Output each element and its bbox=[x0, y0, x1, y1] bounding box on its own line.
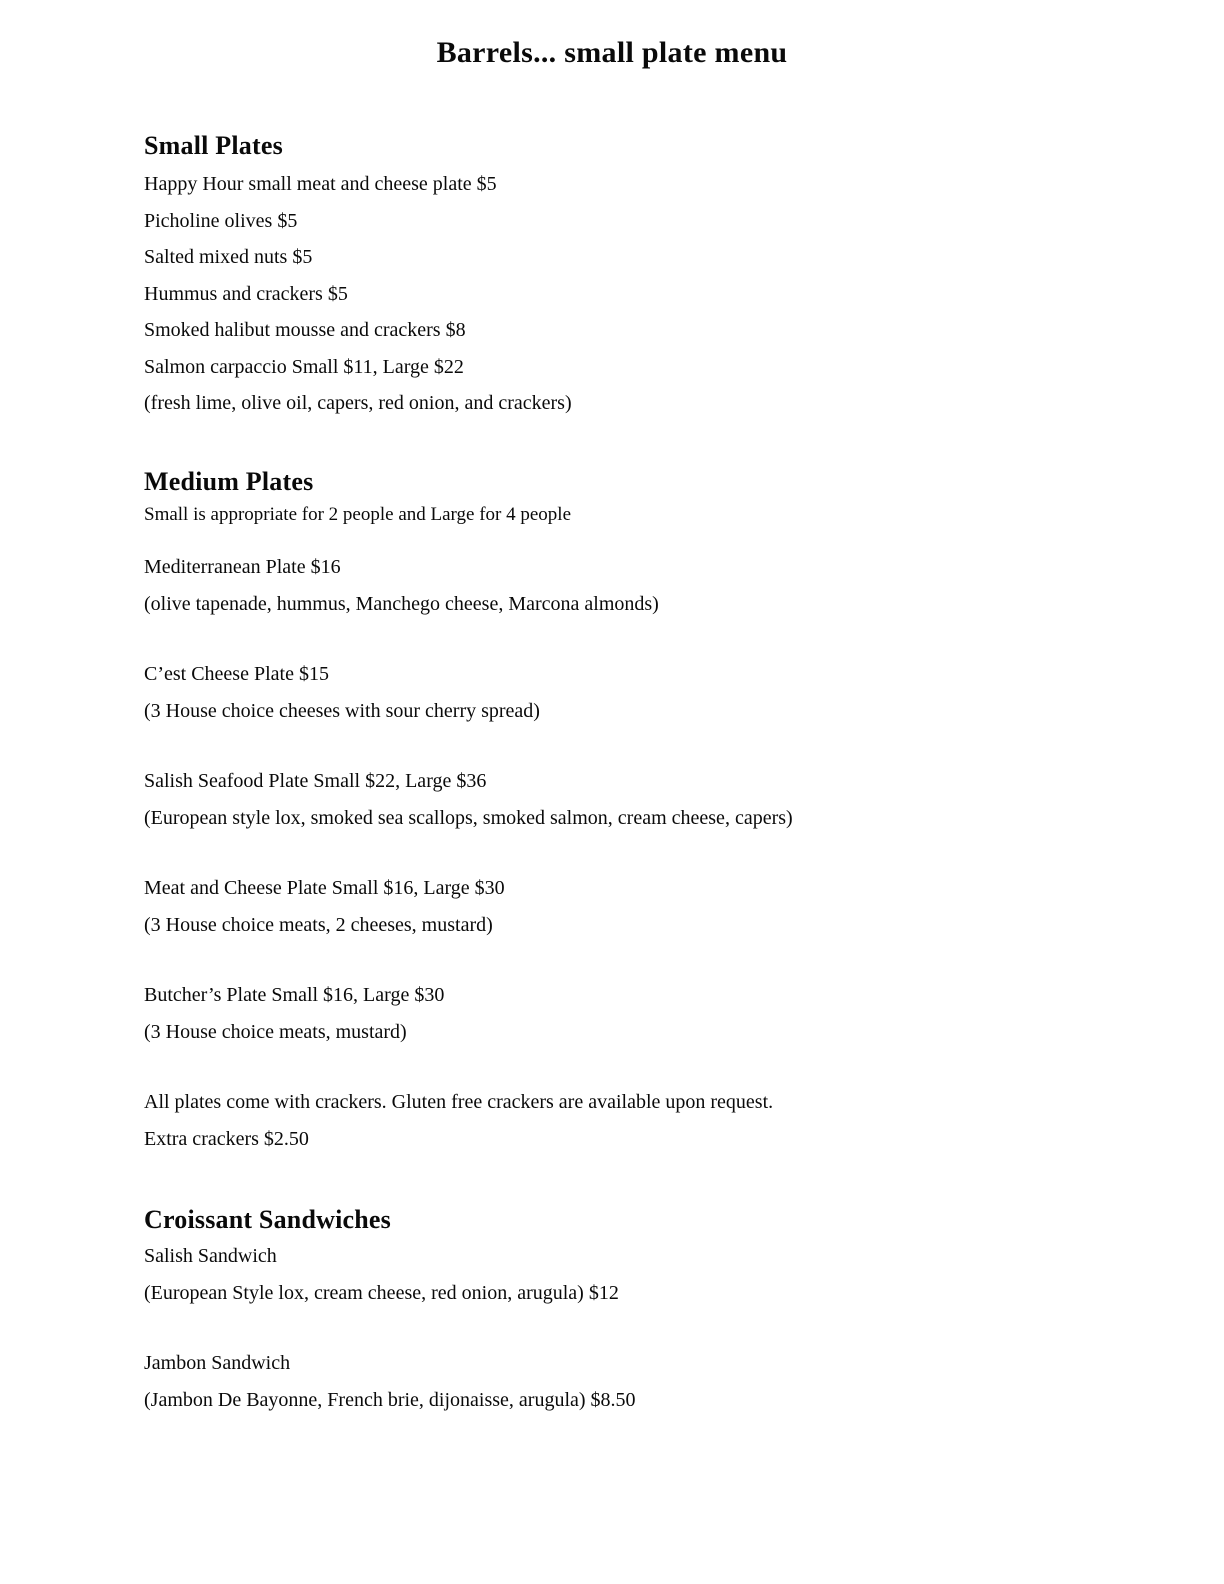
section-medium-plates bbox=[144, 466, 1134, 1158]
menu-item-description: (3 House choice meats, mustard) bbox=[144, 1020, 407, 1043]
menu-item-description: (Jambon De Bayonne, French brie, dijonaisse, arugula) $8.50 bbox=[144, 1388, 636, 1411]
menu-item-name: Jambon Sandwich bbox=[144, 1351, 291, 1374]
menu-item-description: (3 House choice meats, 2 cheeses, mustard) bbox=[144, 913, 493, 936]
menu-item: Picholine olives $5 bbox=[144, 209, 298, 232]
page-title: Barrels... small plate menu bbox=[436, 36, 788, 69]
section-croissant-sandwiches bbox=[144, 1204, 1134, 1419]
menu-item-name: C’est Cheese Plate $15 bbox=[144, 662, 329, 685]
menu-item-group bbox=[144, 1238, 1134, 1312]
menu-item-description: (olive tapenade, hummus, Manchego cheese, Marcona almonds) bbox=[144, 592, 659, 615]
menu-item-description: (European style lox, smoked sea scallops, smoked salmon, cream cheese, capers) bbox=[144, 806, 793, 829]
section-small-plates bbox=[144, 130, 1134, 422]
medium-plates-heading: Medium Plates bbox=[144, 466, 314, 496]
small-plates-heading: Small Plates bbox=[144, 131, 283, 160]
menu-item-group bbox=[144, 1345, 1134, 1419]
menu-item-description: (3 House choice cheeses with sour cherry spread) bbox=[144, 699, 540, 722]
menu-item-name: Salish Seafood Plate Small $22, Large $36 bbox=[144, 769, 487, 792]
menu-item-group bbox=[144, 870, 1134, 944]
crackers-note bbox=[144, 1084, 1134, 1158]
menu-item-description: (European Style lox, cream cheese, red onion, arugula) $12 bbox=[144, 1281, 619, 1304]
menu-item-name: Mediterranean Plate $16 bbox=[144, 555, 341, 578]
menu-item-group bbox=[144, 977, 1134, 1051]
menu-item-group bbox=[144, 656, 1134, 730]
menu-item: Happy Hour small meat and cheese plate $5 bbox=[144, 173, 497, 195]
menu-item: Hummus and crackers $5 bbox=[144, 282, 348, 305]
medium-plates-subtitle: Small is appropriate for 2 people and Large for 4 people bbox=[144, 503, 572, 525]
menu-item-name: Salish Sandwich bbox=[144, 1244, 277, 1267]
menu-item-description: (fresh lime, olive oil, capers, red onion, and crackers) bbox=[144, 392, 572, 414]
crackers-note-line: All plates come with crackers. Gluten free crackers are available upon request. bbox=[144, 1090, 774, 1113]
menu-item-group bbox=[144, 763, 1134, 837]
menu-item: Salmon carpaccio Small $11, Large $22 bbox=[144, 355, 464, 378]
menu-item: Smoked halibut mousse and crackers $8 bbox=[144, 319, 466, 341]
menu-item-name: Meat and Cheese Plate Small $16, Large $30 bbox=[144, 876, 505, 899]
menu-item-group bbox=[144, 549, 1134, 623]
menu-content bbox=[0, 130, 1224, 1419]
croissant-sandwiches-heading: Croissant Sandwiches bbox=[144, 1204, 391, 1234]
menu-item: Salted mixed nuts $5 bbox=[144, 246, 313, 268]
menu-item-name: Butcher’s Plate Small $16, Large $30 bbox=[144, 983, 445, 1006]
extra-crackers-price: Extra crackers $2.50 bbox=[144, 1127, 309, 1150]
small-plates-list bbox=[144, 166, 1134, 422]
